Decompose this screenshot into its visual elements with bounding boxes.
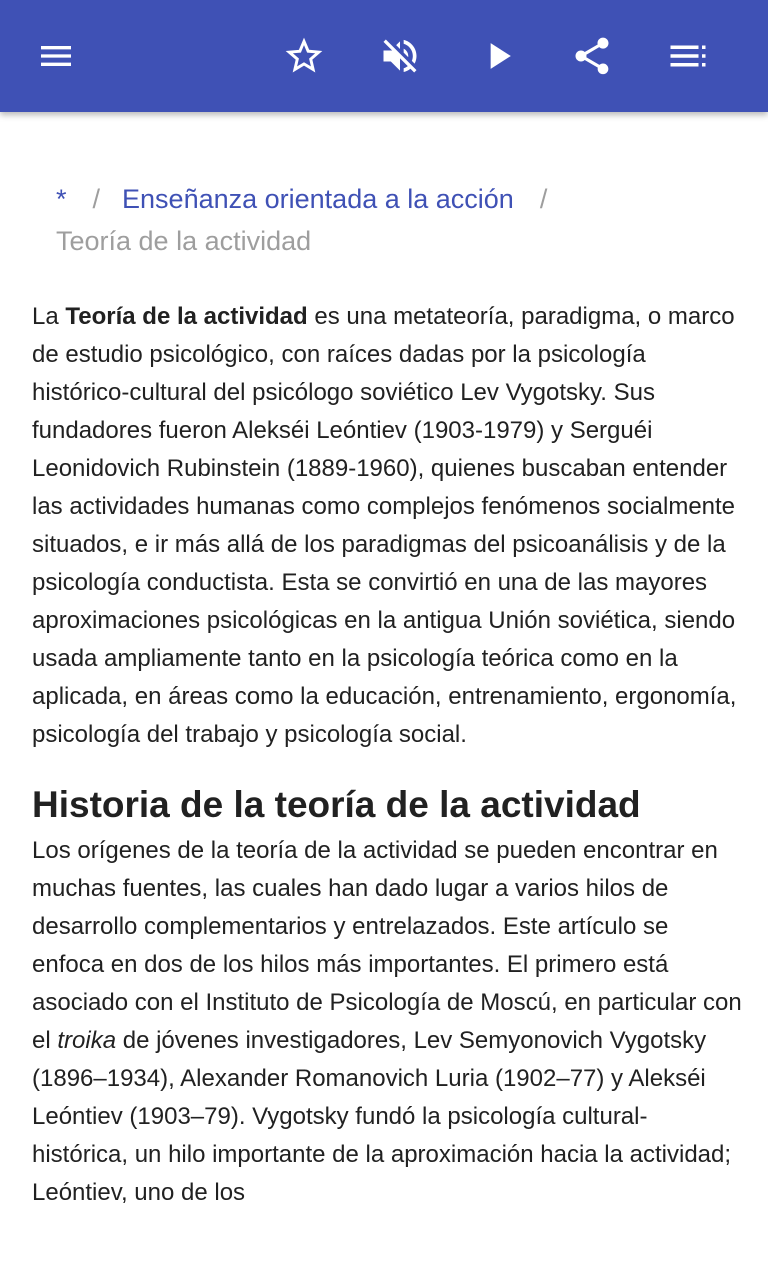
contents-button[interactable]	[648, 16, 728, 96]
volume-off-icon	[378, 34, 422, 78]
article-term: Teoría de la actividad	[65, 303, 308, 330]
breadcrumb-home-link[interactable]: *	[56, 184, 67, 214]
history-paragraph: Los orígenes de la teoría de la actividad se pueden encontrar en muchas fuentes, las cuales han dado lugar a varios hilos de desarrollo complementarios y entrelazados. Este artículo se enfoca en dos de los hilos más importantes. El primero está asociado con el Instituto de Psicología de Moscú, en particular con el troika de jóvenes investigadores, Lev Semyonovich Vygotsky (1896–1934), Alexander Romanovich Luria (1902–77) y Alekséi Leóntiev (1903–79). Vygotsky fundó la psicología cultural-histórica, un hilo importante de la aproximación hacia la actividad; Leóntiev, uno de los	[32, 837, 742, 1206]
play-button[interactable]	[458, 16, 538, 96]
breadcrumb-separator: /	[92, 184, 101, 214]
breadcrumb-separator: /	[539, 184, 548, 214]
playlist-icon	[667, 35, 709, 77]
breadcrumb-parent-link[interactable]: Enseñanza orientada a la acción	[122, 184, 514, 214]
bookmark-button[interactable]	[264, 16, 344, 96]
section-heading: Historia de la teoría de la actividad	[32, 784, 641, 825]
share-icon	[570, 34, 614, 78]
intro-paragraph: La Teoría de la actividad es una metateoría, paradigma, o marco de estudio psicológico, con raíces dadas por la psicología histórico-cultural del psicólogo soviético Lev Vygotsky. Sus fundadores fueron Alekséi Leóntiev (1903-1979) y Serguéi Leonidovich Rubinstein (1889-1960), quienes buscaban entender las actividades humanas como complejos fenómenos socialmente situados, e ir más allá de los paradigmas del psicoanálisis y de la psicología conductista. Esta se convirtió en una de las mayores aproximaciones psicológicas en la antigua Unión soviética, siendo usada ampliamente tanto en la psicología teórica como en la aplicada, en áreas como la educación, entrenamiento, ergonomía, psicología del trabajo y psicología social.	[32, 303, 737, 748]
breadcrumb-current: Teoría de la actividad	[56, 226, 312, 256]
menu-icon	[36, 36, 76, 76]
star-outline-icon	[282, 34, 326, 78]
breadcrumb	[56, 178, 736, 262]
app-toolbar	[0, 0, 768, 112]
italic-term: troika	[57, 1027, 117, 1054]
article-content	[0, 112, 768, 1280]
share-button[interactable]	[552, 16, 632, 96]
mute-button[interactable]	[360, 16, 440, 96]
menu-button[interactable]	[16, 16, 96, 96]
play-icon	[476, 34, 520, 78]
article-body	[32, 298, 742, 1212]
